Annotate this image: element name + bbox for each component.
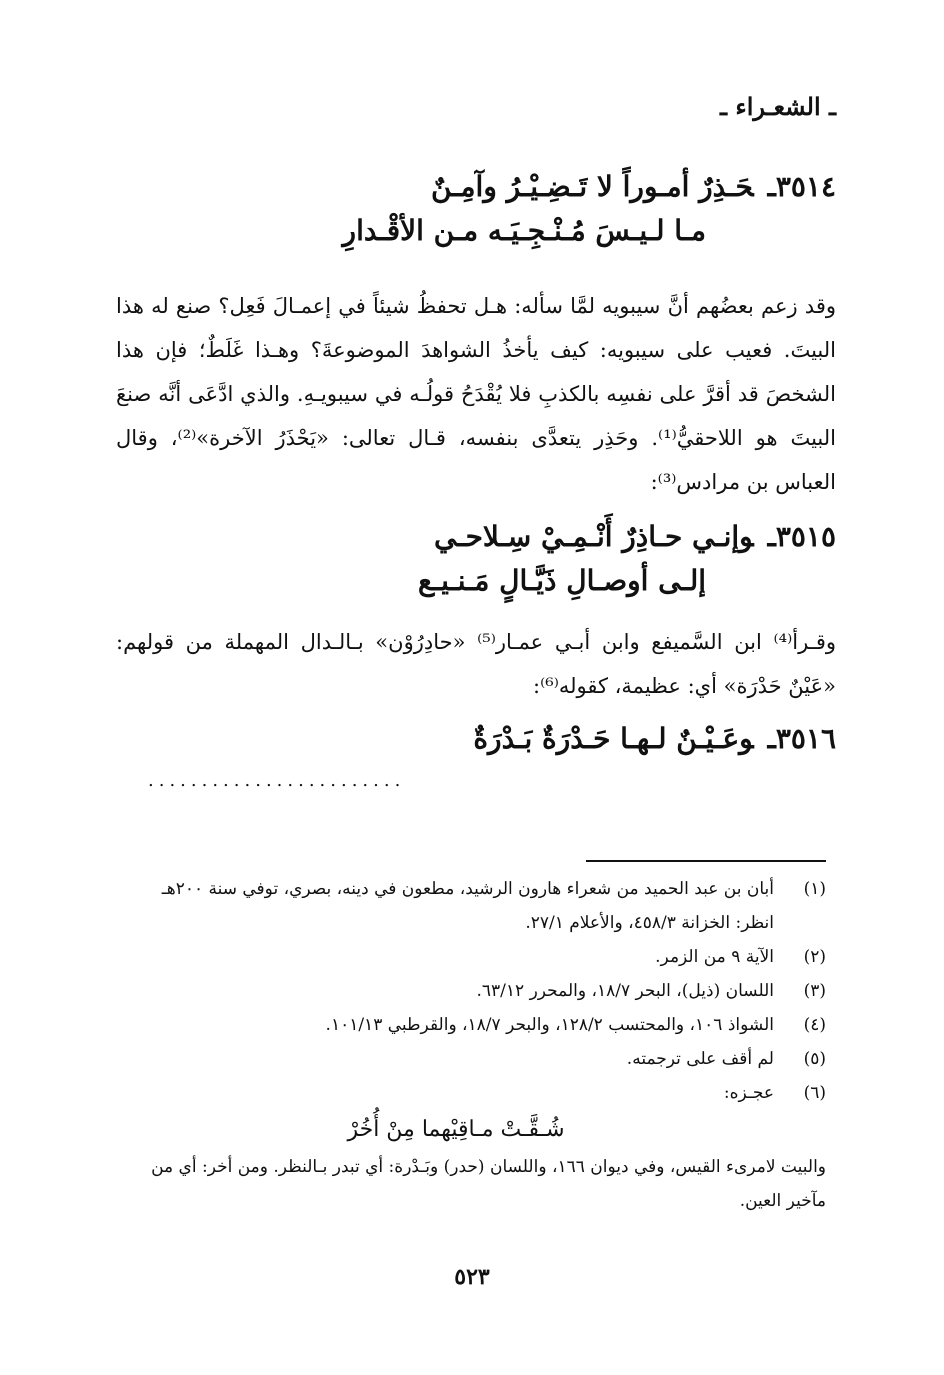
footnote-text: اللسان (ذيل)، البحر ١٨/٧، والمحرر ٦٣/١٢.	[476, 981, 774, 1001]
footnote-text: عجـزه:	[723, 1083, 774, 1103]
verse-number: ٣٥١٦ـ	[767, 722, 836, 755]
page-number: ٥٢٣	[454, 1264, 490, 1290]
footnote-5	[126, 1042, 826, 1076]
verse-second-hemistich: مـا لـيـسَ مُـنْـجِـيَـه مـن الأقْـدارِ	[342, 214, 706, 247]
footnotes	[126, 872, 826, 1218]
footnote-1	[126, 872, 826, 940]
footnote-4	[126, 1008, 826, 1042]
paragraph-2	[116, 620, 836, 708]
verse-3515	[116, 520, 836, 597]
footnote-number: (٣)	[803, 981, 826, 1001]
paragraph-text: وقد زعم بعضُهم أنَّ سيبويه لمَّا سأله: هـل تحفظُ شيئاً في إعمـالَ فَعِل؟ صنع له هذا البيتَ. فعيب على سيبويه: كيف يأخذُ الشواهدَ الموضوعةَ؟ وهـذا غَلَطٌ؛ فإن هذا الشخصَ قد أقرَّ على نفسِه بالكذبِ فلا يُقْدَحُ قولُـه في سيبويـهِ. والذي ادَّعَى أنَّه صنعَ البيتَ هو اللاحقيُّ⁽¹⁾. وحَذِر يتعدَّى بنفسه، قـال تعالى: «يَحْذَرُ الآخرة»⁽²⁾، وقال العباس بن مرادس⁽³⁾:	[116, 294, 836, 494]
ellipsis-dots: ........................	[148, 770, 406, 791]
verse-first-hemistich: وإنـي حـاذِرٌ أَنْـمِـيْ سِـلاحـي	[434, 520, 754, 553]
footnote-separator	[586, 860, 826, 862]
verse-number: ٣٥١٤ـ	[767, 170, 836, 203]
footnote-text: الآية ٩ من الزمر.	[655, 947, 774, 967]
verse-first-hemistich: وعَـيْـنٌ لـهـا حَـدْرَةٌ بَـدْرَةٌ	[473, 722, 754, 755]
verse-first-hemistich: حَـذِرٌ أمـوراً لا تَـضِـيْـرُ وآمِـنٌ	[431, 170, 754, 203]
verse-second-hemistich: إلـى أوصـالِ ذَيَّـالٍ مَـنـيـع	[418, 564, 706, 597]
verse-number: ٣٥١٥ـ	[767, 520, 836, 553]
running-header: ـ الشعـراء ـ	[720, 92, 836, 121]
footnote-3	[126, 974, 826, 1008]
paragraph-text: وقـرأ⁽⁴⁾ ابن السَّميفع وابن أبـي عمـار⁽⁵⁾ «حادِرُوْن» بـالـدال المهملة من قولهم: «عَيْنٌ حَدْرَة» أي: عظيمة، كقوله⁽⁶⁾:	[116, 630, 837, 698]
verse-3516	[116, 722, 836, 755]
footnote-text: أبان بن عبد الحميد من شعراء هارون الرشيد، مطعون في دينه، بصري، توفي سنة ٢٠٠هـ انظر: الخزانة ٤٥٨/٣، والأعلام ٢٧/١.	[161, 879, 774, 933]
footnote-number: (١)	[803, 879, 826, 899]
footnote-6	[126, 1076, 826, 1110]
footnote-number: (٦)	[803, 1083, 826, 1103]
footnote-number: (٤)	[803, 1015, 826, 1035]
verse-3514	[116, 170, 836, 247]
footnote-verse: شُـقَّـتْ مـاقِيْهما مِنْ أُخُرْ	[347, 1117, 565, 1142]
footnote-text: لم أقف على ترجمته.	[626, 1049, 774, 1069]
footnote-text: الشواذ ١٠٦، والمحتسب ١٢٨/٢، والبحر ١٨/٧، والقرطبي ١٠١/١٣.	[325, 1015, 774, 1035]
paragraph-1	[116, 284, 836, 504]
footnote-number: (٢)	[803, 947, 826, 967]
footnote-number: (٥)	[803, 1049, 826, 1069]
footnote-2	[126, 940, 826, 974]
footnote-6-continuation: والبيت لامرىء القيس، وفي ديوان ١٦٦، واللسان (حدر) وبَـدْرة: أي تبدر بـالنظر. ومن أخر: أي من مآخير العين.	[151, 1157, 826, 1211]
